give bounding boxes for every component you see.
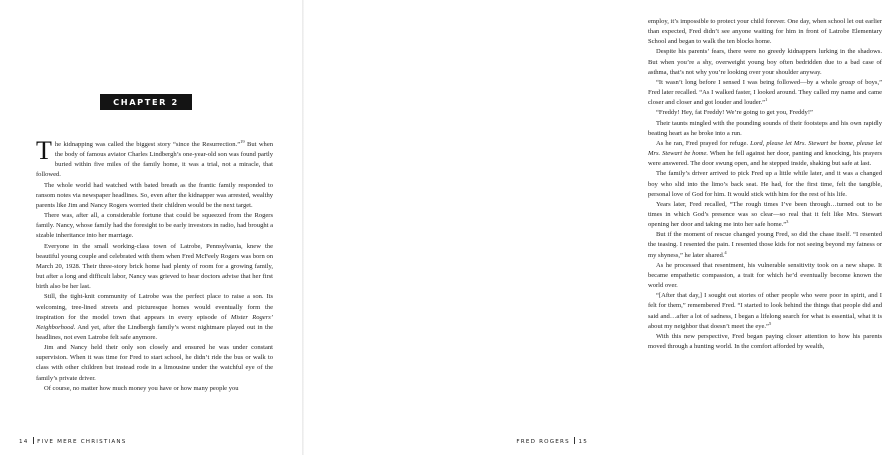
paragraph bbox=[648, 291, 882, 332]
paragraph-text: “[After that day,] I sought out stories of other people who were poor in spirit, and I felt for them,” remembered Fred. “I started to look behind the things that people did and said and…after a lot of sadness, I began a lifelong search for what is essential, what it is about my neighbor that doesn’t meet the eye.” bbox=[648, 292, 882, 330]
paragraph: Of course, no matter how much money you have or how many people you bbox=[44, 384, 239, 392]
right-text-column bbox=[648, 17, 882, 352]
emphasis: group bbox=[839, 78, 855, 86]
paragraph: The family’s driver arrived to pick Fred up a little while later, and it was a changed boy who slid into the limo’s back seat. He had, for the first time, felt the tangible, personal love of God for him. It would stick with him for the rest of his life. bbox=[648, 170, 882, 198]
opening-text-tail: But when the body of famous aviator Charles Lindbergh’s one-year-old son was found partly buried within five miles of the family home, it was a trial, not a miracle, that followed. bbox=[36, 141, 274, 179]
footnote-ref[interactable]: 4 bbox=[724, 249, 727, 255]
chapter-heading: CHAPTER 2 bbox=[100, 94, 192, 110]
footnote-ref[interactable]: 5 bbox=[768, 320, 772, 326]
paragraph-text: As he ran, Fred prayed for refuge. bbox=[656, 139, 751, 147]
paragraph: There was, after all, a considerable fortune that could be squeezed from the Rogers family. Nancy, whose family had the foresight to be early investors in radio, had brought a sizable inheritance into her marriage. bbox=[36, 212, 273, 240]
paragraph-text: “It wasn’t long before I sensed I was being followed—by a whole bbox=[656, 78, 840, 86]
right-footer bbox=[512, 437, 592, 445]
footnote-ref[interactable]: 3 bbox=[786, 218, 789, 224]
paragraph bbox=[36, 292, 273, 343]
paragraph-text: Still, the tight-knit community of Latrobe was the perfect place to raise a son. Its welcoming, tree-lined streets and picturesque homes would eventually form the inspiration for the model town that appears in every episode of bbox=[36, 293, 273, 321]
paragraph: As he processed that resentment, his vulnerable sensitivity took on a new shape. It became empathetic compassion, a trait for which he’d eventually become known the world over. bbox=[648, 261, 882, 290]
left-footer bbox=[15, 437, 131, 445]
paragraph: employ, it’s impossible to protect your child forever. One day, when school let out earlier than expected, Fred didn’t see anyone waiting for him in front of Latrobe Elementary School and began to walk the ten blocks home. bbox=[648, 18, 882, 46]
paragraph: “Freddy! Hey, fat Freddy! We’re going to get you, Freddy!” bbox=[656, 109, 813, 117]
paragraph bbox=[648, 78, 882, 108]
book-title: FIVE MERE CHRISTIANS bbox=[37, 439, 127, 445]
paragraph-text: But if the moment of rescue changed young Fred, so did the chase itself. “I resented the teasing. I resented the pain. I resented those kids for not seeing beyond my fatness or my shyness,” he later shared. bbox=[648, 231, 882, 259]
paragraph: Everyone in the small working-class town of Latrobe, Pennsylvania, knew the beautiful young couple and celebrated with them when Fred McFeely Rogers was born on March 20, 1928. Their three-story brick home had plenty of room for a growing family, but after a long and difficult labor, Nancy was grieved to hear doctors advise that her first birth also be her last. bbox=[36, 242, 273, 291]
opening-text: he kidnapping was called the biggest story “since the Resurrection.” bbox=[54, 141, 241, 148]
footnote-ref[interactable]: 19 bbox=[240, 138, 245, 144]
paragraph-text: When he fell against her door, panting and knocking, his prayers were answered. The door swung open, and he stepped inside, shaking but safe at last. bbox=[648, 150, 882, 168]
paragraph-text: of boys,” Fred later recalled. “As I walked faster, I looked around. They called my name and came closer and closer and got louder and louder.” bbox=[648, 78, 882, 107]
drop-cap: T bbox=[36, 136, 52, 165]
footnote-ref[interactable]: 1 bbox=[765, 97, 768, 103]
footer-divider bbox=[574, 437, 575, 444]
paragraph: Their taunts mingled with the pounding sounds of their footsteps and his own rapidly beating heart as he broke into a run. bbox=[648, 119, 882, 137]
show-title: Mister Rogers’ Neighborhood bbox=[36, 313, 273, 331]
right-page bbox=[303, 0, 882, 455]
paragraph-text: . And yet, after the Lindbergh family’s worst nightmare played out in the headlines, not even Latrobe felt safe anymore. bbox=[36, 323, 273, 341]
paragraph: Jim and Nancy held their only son closely and ensured he was under constant supervision. When it was time for Fred to start school, he didn’t ride the bus or walk to class with other children but instead rode in a limousine under the watchful eye of the family’s private driver. bbox=[36, 344, 273, 382]
left-text-column bbox=[36, 136, 274, 394]
paragraph-text: Years later, Fred recalled, “The rough times I’ve been through…turned out to be times in which God’s presence was so clear—so real that it felt like Mrs. Stewart opening her door and taking me into her safe home.” bbox=[648, 200, 882, 229]
left-page bbox=[0, 0, 303, 455]
paragraph bbox=[648, 139, 882, 169]
paragraph: Despite his parents’ fears, there were no greedy kidnappers lurking in the shadows. But when you’re a shy, overweight young boy often bedridden due to a bad case of asthma, that’s not why you’re looking over your shoulder anyway. bbox=[648, 48, 882, 76]
paragraph: The whole world had watched with bated breath as the frantic family responded to ransom notes via newspaper headlines. So, even after the kidnapper was arrested, wealthy parents like Jim and Nancy Rogers worried their children would be the next target. bbox=[36, 181, 273, 209]
chapter-title: FRED ROGERS bbox=[516, 439, 570, 445]
page-number: 15 bbox=[578, 439, 588, 445]
paragraph: With this new perspective, Fred began paying closer attention to how his parents moved through a hunting world. In the comfort afforded by wealth, bbox=[648, 332, 882, 350]
page-number: 14 bbox=[19, 439, 29, 445]
paragraph bbox=[648, 200, 882, 230]
opening-paragraph bbox=[36, 136, 274, 181]
prayer-text: Lord, please let Mrs. Stewart be home, please let Mrs. Stewart be home. bbox=[648, 139, 882, 158]
footer-divider bbox=[33, 437, 34, 444]
paragraph bbox=[648, 230, 882, 260]
